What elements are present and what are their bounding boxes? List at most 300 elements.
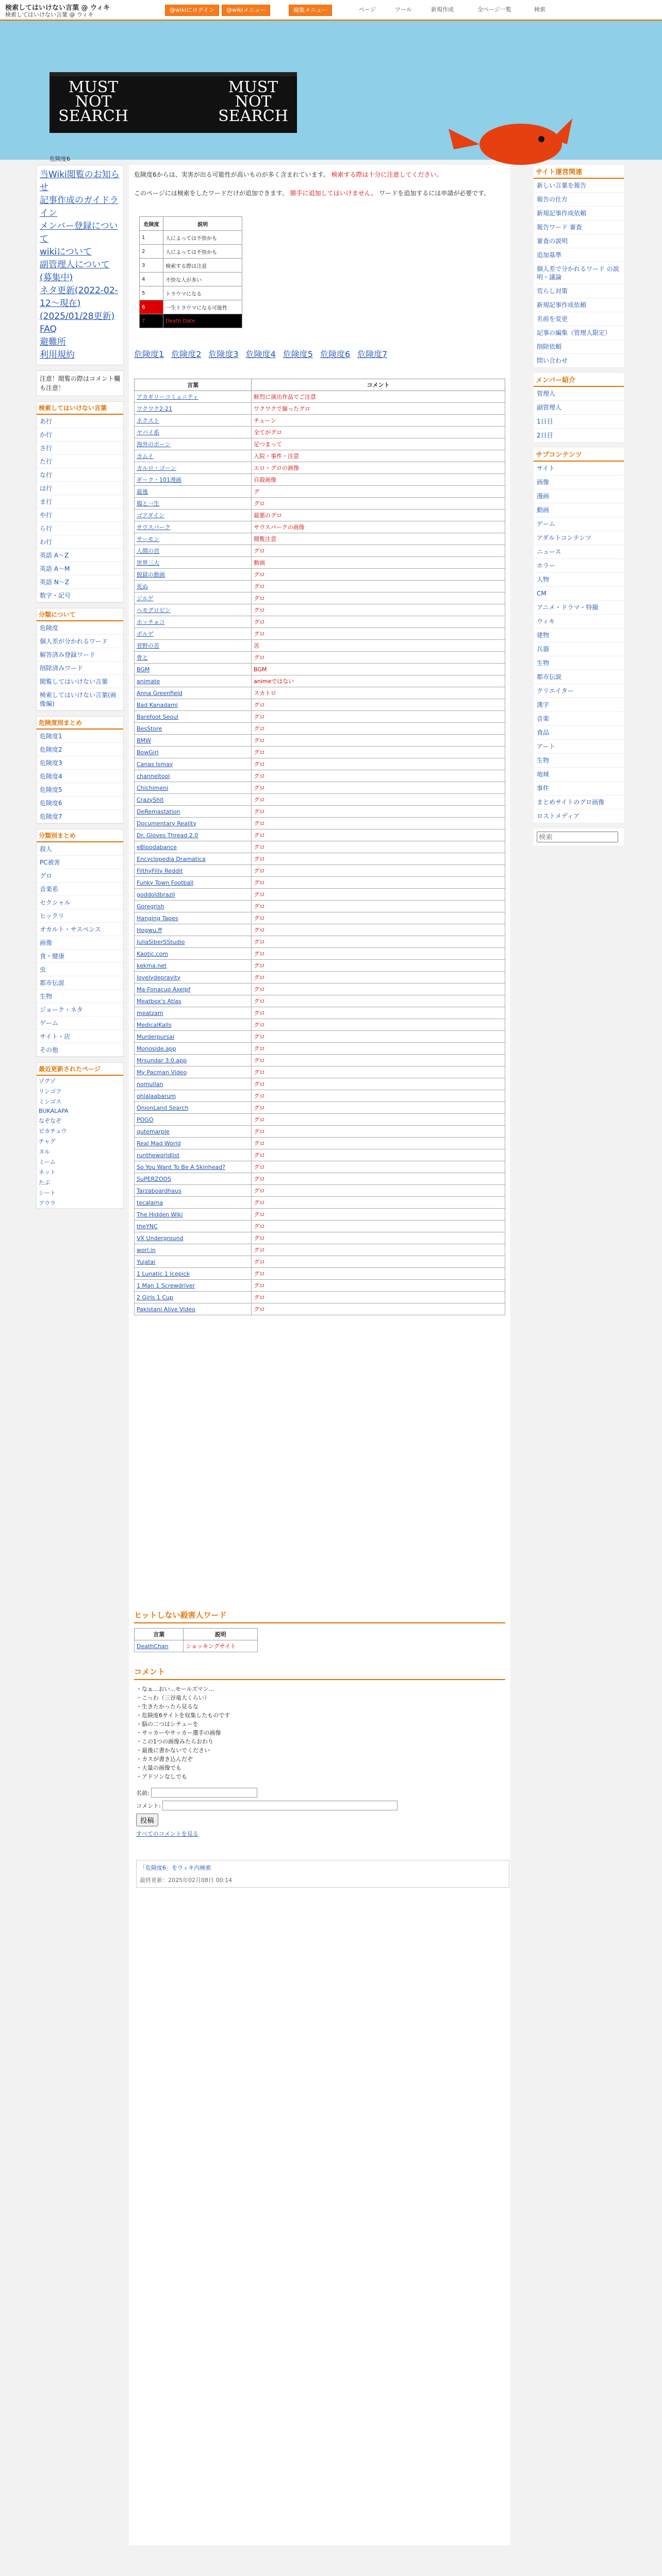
- table-row: [135, 391, 505, 403]
- level-description: 一生トラウマになる可能性: [163, 300, 242, 314]
- admin-item[interactable]: 追加基準: [534, 248, 624, 262]
- word-head: 言葉: [135, 379, 252, 391]
- word-link[interactable]: ボルゲ: [137, 631, 154, 637]
- word-link[interactable]: worl.in: [137, 1246, 156, 1253]
- word-link[interactable]: ohlalaabarum: [137, 1092, 176, 1099]
- sub-link-item[interactable]: 漢字: [534, 698, 624, 712]
- category-item[interactable]: 危険度: [37, 621, 123, 635]
- level-link[interactable]: 危険度3: [208, 349, 239, 359]
- genre-item[interactable]: ジョーク・ネタ: [37, 1003, 123, 1016]
- genre-item[interactable]: グロ: [37, 869, 123, 883]
- word-cell: [135, 557, 252, 569]
- table-row: [135, 1268, 505, 1280]
- admin-item[interactable]: 審査の説明: [534, 234, 624, 248]
- member-item[interactable]: 1日目: [534, 415, 624, 429]
- comment-cell: グロ: [252, 1090, 505, 1102]
- word-link[interactable]: OnionLand Search: [137, 1104, 189, 1111]
- comment-cell: グロ: [252, 1126, 505, 1138]
- guideline-link[interactable]: 記事作成のガイドライン: [40, 195, 119, 218]
- word-link[interactable]: VX Underground: [137, 1234, 184, 1242]
- word-cell: [135, 581, 252, 592]
- admin-item[interactable]: 問い合わせ: [534, 354, 624, 368]
- admin-item[interactable]: 新規記事作成依頼: [534, 207, 624, 221]
- kana-item[interactable]: は行: [37, 482, 123, 495]
- genre-item[interactable]: ヒックリ: [37, 909, 123, 923]
- tag-box: [136, 1860, 509, 1888]
- sub-link-item[interactable]: ウィキ: [534, 615, 624, 629]
- sub-link-item[interactable]: 画像: [534, 476, 624, 489]
- recent-item[interactable]: ゾグゾ: [39, 1078, 56, 1084]
- table-row: [135, 427, 505, 438]
- table-row: [135, 1126, 505, 1138]
- sub-link-item[interactable]: 都市伝説: [534, 670, 624, 684]
- recent-box: [36, 1062, 124, 1209]
- level-value: 5: [140, 286, 163, 300]
- word-cell: [135, 1066, 252, 1078]
- word-link[interactable]: BesStore: [137, 725, 162, 732]
- genre-item[interactable]: 音楽系: [37, 883, 123, 896]
- danger-list: [37, 730, 123, 823]
- word-cell: [135, 960, 252, 972]
- word-link[interactable]: Dr. Gloves Thread 2.0: [137, 832, 198, 839]
- admin-item[interactable]: 新しい言葉を報告: [534, 179, 624, 193]
- word-link[interactable]: channeltool: [137, 772, 170, 779]
- kana-item[interactable]: か行: [37, 428, 123, 442]
- word-link[interactable]: Murderpursai: [137, 1033, 175, 1040]
- table-row: [135, 450, 505, 462]
- genre-item[interactable]: サイト・店: [37, 1030, 123, 1043]
- table-row: [135, 723, 505, 735]
- word-link[interactable]: Yujatai: [137, 1258, 156, 1265]
- genre-item[interactable]: ゲーム: [37, 1016, 123, 1030]
- kana-item[interactable]: た行: [37, 455, 123, 468]
- left-sidebar: [36, 165, 124, 1214]
- word-link[interactable]: Hanging Tapes: [137, 914, 178, 922]
- word-cell: [135, 853, 252, 865]
- word-link[interactable]: My Pacman Video: [137, 1069, 187, 1076]
- sub-link-item[interactable]: ゲーム: [534, 517, 624, 531]
- kana-item[interactable]: や行: [37, 509, 123, 522]
- faq-link[interactable]: FAQ: [40, 324, 57, 334]
- comment-cell: グロ: [252, 889, 505, 901]
- word-link[interactable]: BGM: [137, 666, 150, 673]
- kana-item[interactable]: あ行: [37, 415, 123, 428]
- sub-link-item[interactable]: 動画: [534, 503, 624, 517]
- admin-item[interactable]: 新規記事作成依頼: [534, 298, 624, 312]
- word-link[interactable]: Hogwu.ff: [137, 926, 162, 934]
- word-link[interactable]: 2 Girls 1 Cup: [137, 1294, 174, 1301]
- sub-link-item[interactable]: CM: [534, 587, 624, 601]
- kana-item[interactable]: さ行: [37, 442, 123, 455]
- comment-item: ・こっわ（三谷竜大くらい）: [136, 1694, 210, 1701]
- word-link[interactable]: 人間の首: [137, 548, 159, 554]
- category-item[interactable]: 個人差が分かれるワード: [37, 635, 123, 648]
- word-link[interactable]: Monoside.app: [137, 1045, 176, 1052]
- word-link[interactable]: 1 Man 1 Screwdriver: [137, 1282, 195, 1289]
- admin-item[interactable]: 報告ワード 審査: [534, 221, 624, 234]
- word-link[interactable]: Chichimeni: [137, 784, 169, 791]
- word-link[interactable]: ジルゲ: [137, 595, 154, 602]
- word-link[interactable]: theYNC: [137, 1223, 158, 1230]
- sub-link-item[interactable]: 地域: [534, 768, 624, 782]
- category-item[interactable]: 解答済み登録ワード: [37, 648, 123, 662]
- genre-item[interactable]: オカルト・サスペンス: [37, 923, 123, 936]
- comment-cell: グロ: [252, 794, 505, 806]
- comment-cell: グロ: [252, 806, 505, 818]
- comment-cell: グロ: [252, 747, 505, 758]
- kana-item[interactable]: 数字・記号: [37, 589, 123, 602]
- level-row: [140, 245, 242, 259]
- category-item[interactable]: 閲覧してはいけない言葉: [37, 675, 123, 688]
- table-row: [135, 711, 505, 723]
- recent-item[interactable]: リンゴフ: [39, 1088, 61, 1095]
- word-link[interactable]: 菅野の苦: [137, 642, 159, 649]
- sub-link-item[interactable]: ホラー: [534, 559, 624, 573]
- word-cell: [135, 995, 252, 1007]
- word-link[interactable]: ホッチョコ: [137, 619, 165, 625]
- level-description: Death Date: [163, 314, 242, 328]
- recent-item[interactable]: ミーム: [39, 1159, 56, 1165]
- genre-item[interactable]: 殺人: [37, 842, 123, 856]
- comment-cell: スカトロ: [252, 687, 505, 699]
- word-link[interactable]: SuPERZOOS: [137, 1175, 172, 1182]
- word-cell: [135, 924, 252, 936]
- word-link[interactable]: 腸と一生: [137, 500, 159, 507]
- word-link[interactable]: カルロ・ゴーン: [137, 465, 176, 471]
- word-link[interactable]: BowGirl: [137, 749, 159, 756]
- word-link[interactable]: アカギリーコミュニティ: [137, 394, 198, 400]
- word-cell: [135, 403, 252, 415]
- genre-item[interactable]: 虫: [37, 963, 123, 976]
- recent-item[interactable]: チャグ: [39, 1138, 56, 1145]
- danger-item[interactable]: 危険度4: [37, 770, 123, 783]
- word-link[interactable]: animate: [137, 677, 160, 685]
- tool-menu-button[interactable]: ツール: [395, 6, 412, 13]
- sub-admin-link[interactable]: 副管理人について(募集中): [40, 260, 110, 283]
- word-link[interactable]: Funky Town Football: [137, 879, 194, 886]
- kana-item[interactable]: な行: [37, 468, 123, 482]
- word-link[interactable]: 1 Lunatic 1 Icepick: [137, 1270, 190, 1277]
- word-cell: [135, 1303, 252, 1315]
- danger-item[interactable]: 危険度6: [37, 796, 123, 810]
- word-link[interactable]: ヘモグロビン: [137, 607, 171, 614]
- genre-item[interactable]: 生物: [37, 990, 123, 1003]
- level-link[interactable]: 危険度1: [134, 349, 164, 359]
- word-link[interactable]: qutemarple: [137, 1128, 170, 1135]
- sub-link-item[interactable]: アダルトコンテンツ: [534, 531, 624, 545]
- genre-item[interactable]: 食・健康: [37, 950, 123, 963]
- site-subtitle: 検索してはいけない言葉 @ ウィキ: [5, 11, 94, 18]
- word-link[interactable]: kekma.net: [137, 962, 167, 969]
- word-link[interactable]: Tarzaboardhaus: [137, 1187, 181, 1194]
- admin-item[interactable]: 個人差で分かれるワード の説明・議論: [534, 262, 624, 284]
- sub-link-item[interactable]: ロストメディア: [534, 809, 624, 823]
- level-link[interactable]: 危険度4: [245, 349, 276, 359]
- table-row: [135, 640, 505, 652]
- word-cell: [135, 806, 252, 818]
- comment-cell: グロ: [252, 1043, 505, 1055]
- admin-item[interactable]: 報告の仕方: [534, 193, 624, 207]
- word-link[interactable]: JuliaSiberSStudio: [137, 938, 185, 945]
- word-link[interactable]: サーモン: [137, 536, 159, 543]
- word-link[interactable]: runtheworldlist: [137, 1151, 179, 1159]
- member-link[interactable]: メンバー登録について: [40, 221, 118, 244]
- word-link[interactable]: Canas Ismay: [137, 760, 173, 768]
- recent-item[interactable]: ミンゴス: [39, 1098, 61, 1105]
- sub-link-item[interactable]: アニメ・ドラマ・特撮: [534, 601, 624, 615]
- word-cell: [135, 640, 252, 652]
- word-cell: [135, 592, 252, 604]
- word-cell: [135, 533, 252, 545]
- word-cell: [135, 1268, 252, 1280]
- category-item[interactable]: 削除済みワード: [37, 662, 123, 675]
- word-link[interactable]: ワクワク2-21: [137, 405, 172, 412]
- all-pages-button[interactable]: 全ページ一覧: [477, 6, 511, 13]
- level-link[interactable]: 危険度6: [320, 349, 351, 359]
- word-link[interactable]: ゴアダイン: [137, 512, 165, 519]
- level-head: 危険度: [140, 217, 163, 231]
- word-link[interactable]: BMW: [137, 737, 151, 744]
- word-link[interactable]: The Hidden Wiki: [137, 1211, 183, 1218]
- comment-cell: グロ: [252, 984, 505, 995]
- word-link[interactable]: ヤバイ系: [137, 429, 159, 436]
- recent-item[interactable]: BUKALAPA: [39, 1108, 69, 1114]
- table-row: [135, 960, 505, 972]
- word-link[interactable]: Anna Greenfield: [137, 689, 183, 697]
- sub-link-item[interactable]: クリエイター: [534, 684, 624, 698]
- hit-table: [134, 1628, 258, 1652]
- word-link[interactable]: DeRemastation: [137, 808, 180, 815]
- table-row: [135, 972, 505, 984]
- word-link[interactable]: goddoldbrazil: [137, 891, 175, 898]
- word-link[interactable]: Encyclopedia Dramatica: [137, 855, 206, 862]
- comment-cell: グロ: [252, 1019, 505, 1031]
- sub-link-item[interactable]: ニュース: [534, 545, 624, 559]
- word-link[interactable]: 最後: [137, 488, 148, 495]
- word-link[interactable]: 脱獄の動画: [137, 571, 165, 578]
- word-link[interactable]: Documentary Reality: [137, 820, 196, 827]
- word-link[interactable]: tecalama: [137, 1199, 163, 1206]
- level-description: トラウマになる: [163, 286, 242, 300]
- level-table: [139, 216, 242, 328]
- word-link[interactable]: Real Mad World: [137, 1140, 181, 1147]
- word-cell: [135, 735, 252, 747]
- kana-item[interactable]: 英語 A～Z: [37, 549, 123, 562]
- word-link[interactable]: 海外のボーン: [137, 441, 171, 448]
- breadcrumb[interactable]: 危険度6: [49, 156, 70, 162]
- word-link[interactable]: Barefoot Seoul: [137, 713, 178, 720]
- left-main-links: [36, 165, 124, 365]
- table-row: [135, 474, 505, 486]
- danger-item[interactable]: 危険度7: [37, 810, 123, 823]
- recent-title: 最近更新されたページ: [37, 1063, 123, 1076]
- word-link[interactable]: 死ぬ: [137, 583, 148, 590]
- word-link[interactable]: ネクスト: [137, 417, 159, 424]
- notice-link[interactable]: 当Wiki閲覧のお知らせ: [40, 170, 120, 193]
- hit-word-link[interactable]: DeathChan: [137, 1642, 169, 1650]
- comment-input[interactable]: [162, 1801, 398, 1810]
- word-link[interactable]: lovelydepravity: [137, 974, 181, 981]
- login-button[interactable]: @wikiにログイン: [165, 5, 219, 16]
- word-link[interactable]: FilthyFilly Reddit: [137, 867, 183, 874]
- recent-item[interactable]: たぷ: [39, 1179, 50, 1186]
- genre-item[interactable]: その他: [37, 1043, 123, 1057]
- submit-comment-button[interactable]: 投稿: [136, 1814, 158, 1826]
- genre-item[interactable]: 都市伝説: [37, 976, 123, 990]
- word-link[interactable]: CrazyShit: [137, 796, 164, 803]
- word-cell: [135, 1031, 252, 1043]
- recent-item[interactable]: ヌル: [39, 1148, 50, 1155]
- new-page-button[interactable]: 新規作成: [431, 6, 454, 13]
- word-link[interactable]: Kaotic.com: [137, 950, 168, 957]
- level-link[interactable]: 危険度5: [283, 349, 313, 359]
- recent-item[interactable]: アウラ: [39, 1200, 56, 1207]
- kana-item[interactable]: ら行: [37, 522, 123, 535]
- sub-link-item[interactable]: 人物: [534, 573, 624, 587]
- level-link[interactable]: 危険度2: [171, 349, 202, 359]
- admin-item[interactable]: 荒らし対策: [534, 284, 624, 298]
- sub-link-item[interactable]: 建物: [534, 629, 624, 642]
- word-cell: [135, 889, 252, 901]
- danger-item[interactable]: 危険度1: [37, 730, 123, 743]
- word-link[interactable]: 骨と: [137, 654, 148, 661]
- admin-item[interactable]: 削除依頼: [534, 340, 624, 354]
- member-item[interactable]: 2日目: [534, 429, 624, 443]
- sidebar-search-input[interactable]: [537, 832, 618, 842]
- sub-link-item[interactable]: 音楽: [534, 712, 624, 726]
- comment-cell: チューン: [252, 415, 505, 427]
- banner-text-right: MUST NOT SEARCH: [218, 78, 288, 125]
- word-link[interactable]: カムイ: [137, 453, 154, 460]
- comment-cell: グロ: [252, 1197, 505, 1209]
- word-link[interactable]: nomullan: [137, 1080, 163, 1088]
- word-link[interactable]: Meatbox's Atlas: [137, 997, 181, 1005]
- right-sidebar: [534, 165, 624, 845]
- edit-menu-button[interactable]: 編集メニュー: [289, 5, 332, 16]
- table-row: [135, 1055, 505, 1066]
- sub-link-item[interactable]: アート: [534, 740, 624, 754]
- site-banner[interactable]: [49, 72, 297, 133]
- atwiki-menu-button[interactable]: @wikiメニュー: [222, 5, 270, 16]
- sub-link-item[interactable]: 事件: [534, 782, 624, 795]
- word-cell: [135, 1043, 252, 1055]
- word-link[interactable]: Ma-Fonacuo Axelpf: [137, 986, 191, 993]
- category-item[interactable]: 検索してはいけない言葉(画像編): [37, 688, 123, 710]
- word-link[interactable]: Goregrish: [137, 903, 164, 910]
- sub-link-item[interactable]: 生物: [534, 656, 624, 670]
- word-link[interactable]: ギーク・101漫画: [137, 477, 181, 483]
- page-menu-button[interactable]: ページ: [359, 6, 376, 13]
- comment-cell: グロ: [252, 545, 505, 557]
- category-box: [36, 608, 124, 711]
- recent-item[interactable]: シート: [39, 1190, 56, 1196]
- recent-item[interactable]: ピカチュウ: [39, 1128, 67, 1134]
- comment-cell: グロ: [252, 1114, 505, 1126]
- word-link[interactable]: 世界三大: [137, 560, 159, 566]
- word-link[interactable]: MedicalKalls: [137, 1021, 172, 1028]
- danger-item[interactable]: 危険度3: [37, 756, 123, 770]
- word-link[interactable]: Pakistani Alive Video: [137, 1306, 195, 1313]
- table-row: [135, 1043, 505, 1055]
- comment-label: コメント:: [136, 1803, 161, 1809]
- sub-link-item[interactable]: まとめサイトのグロ画像: [534, 795, 624, 809]
- comment-form: [136, 1788, 425, 1838]
- sub-link-item[interactable]: 生物: [534, 754, 624, 768]
- links-title: サブコンテンツ: [534, 448, 624, 462]
- word-link[interactable]: So You Want To Be A Skinhead?: [137, 1163, 225, 1171]
- kana-item[interactable]: 英語 N～Z: [37, 575, 123, 589]
- sub-link-item[interactable]: 兵器: [534, 642, 624, 656]
- members-list: [534, 387, 624, 443]
- word-table: [134, 379, 505, 1315]
- word-link[interactable]: POGO: [137, 1116, 154, 1123]
- member-item[interactable]: 副管理人: [534, 401, 624, 415]
- kana-item[interactable]: 英語 A～M: [37, 562, 123, 575]
- word-link[interactable]: Bad Kanadami: [137, 701, 178, 708]
- word-cell: [135, 510, 252, 521]
- update-link[interactable]: ネタ更新(2022-02-12～現在)(2025/01/28更新): [40, 285, 118, 321]
- comment-cell: グロ: [252, 1102, 505, 1114]
- table-row: [135, 1280, 505, 1292]
- recent-item[interactable]: なぞなぞ: [39, 1117, 61, 1124]
- table-row: [135, 865, 505, 877]
- hit-desc-cell: ショッキングサイト: [184, 1640, 258, 1652]
- comment-cell: グロ: [252, 1173, 505, 1185]
- kana-item[interactable]: ま行: [37, 495, 123, 509]
- refuge-link[interactable]: 避難所: [40, 337, 66, 347]
- danger-item[interactable]: 危険度5: [37, 783, 123, 796]
- members-title: メンバー紹介: [534, 373, 624, 387]
- wiki-search-link[interactable]: 「危険度6」をウィキ内検索: [140, 1865, 211, 1871]
- word-cell: [135, 1232, 252, 1244]
- word-link[interactable]: サウスパーク: [137, 524, 171, 531]
- word-link[interactable]: eBloodabance: [137, 843, 177, 851]
- word-cell: [135, 747, 252, 758]
- table-row: [135, 1232, 505, 1244]
- comment-section-title: コメント: [134, 1664, 505, 1680]
- wiki-about-link[interactable]: wikiについて: [40, 247, 92, 257]
- search-button[interactable]: 検索: [534, 6, 545, 13]
- level-link[interactable]: 危険度7: [357, 349, 388, 359]
- comment-cell: グロ: [252, 581, 505, 592]
- genre-item[interactable]: セクシャル: [37, 896, 123, 909]
- site-name[interactable]: 検索してはいけない言葉 @ ウィキ: [5, 4, 110, 12]
- member-item[interactable]: 管理人: [534, 387, 624, 401]
- genre-item[interactable]: 画像: [37, 936, 123, 950]
- sub-link-item[interactable]: 食品: [534, 726, 624, 740]
- admin-item[interactable]: 名前を変更: [534, 312, 624, 326]
- word-link[interactable]: Mrsundar 3.0.app: [137, 1057, 187, 1064]
- all-comments-link[interactable]: すべてのコメントを見る: [136, 1831, 198, 1837]
- comment-cell: グロ: [252, 1303, 505, 1315]
- genre-item[interactable]: PC被害: [37, 856, 123, 869]
- kana-item[interactable]: わ行: [37, 535, 123, 549]
- name-input[interactable]: [151, 1788, 257, 1798]
- comment-cell: グロ: [252, 948, 505, 960]
- intro-line2-warning: 勝手に追加してはいけません。: [290, 190, 377, 197]
- word-cell: [135, 723, 252, 735]
- sub-link-item[interactable]: サイト: [534, 462, 624, 476]
- word-link[interactable]: meatzam: [137, 1009, 163, 1016]
- terms-link[interactable]: 利用規約: [40, 350, 75, 360]
- admin-item[interactable]: 記事の編集（管理人限定）: [534, 326, 624, 340]
- recent-item[interactable]: ネット: [39, 1169, 56, 1176]
- word-cell: [135, 1280, 252, 1292]
- hit-section-title: ヒットしない殺害人ワード: [134, 1607, 505, 1623]
- table-row: [135, 948, 505, 960]
- danger-item[interactable]: 危険度2: [37, 743, 123, 756]
- sub-link-item[interactable]: 漫画: [534, 489, 624, 503]
